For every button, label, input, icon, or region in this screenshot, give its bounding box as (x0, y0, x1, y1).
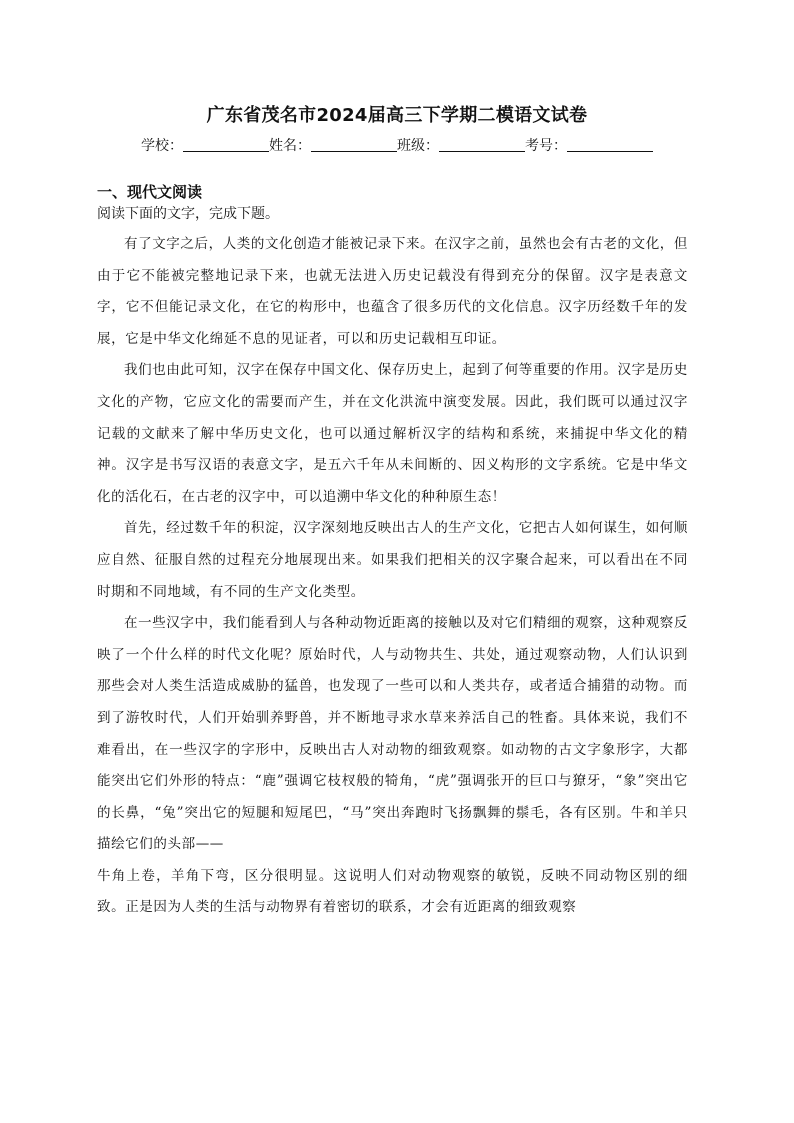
school-blank[interactable] (183, 135, 269, 152)
name-label: 姓名： (269, 138, 311, 154)
passage-paragraph: 我们也由此可知，汉字在保存中国文化、保存历史上，起到了何等重要的作用。汉字是历史文化的产物，它应文化的需要而产生，并在文化洪流中演变发展。因此，我们既可以通过汉字记载的文献来了解中华历史文化，也可以通过解析汉字的结构和系统，来捕捉中华文化的精神。汉字是书写汉语的表意文字，是五六千年从未间断的、因义构形的文字系统。它是中华文化的活化石，在古老的汉字中，可以追溯中华文化的种种原生态！ (97, 362, 688, 505)
reading-passage (97, 229, 688, 924)
class-blank[interactable] (439, 135, 525, 152)
reading-instruction: 阅读下面的文字，完成下题。 (97, 206, 279, 222)
name-blank[interactable] (311, 135, 397, 152)
school-label: 学校： (141, 138, 183, 154)
class-label: 班级： (397, 138, 439, 154)
number-label: 考号： (525, 138, 567, 154)
number-blank[interactable] (567, 135, 653, 152)
passage-paragraph: 有了文字之后，人类的文化创造才能被记录下来。在汉字之前，虽然也会有古老的文化，但由于它不能被完整地记录下来，也就无法进入历史记载没有得到充分的保留。汉字是表意文字，它不但能记录文化，在它的构形中，也蕴含了很多历代的文化信息。汉字历经数千年的发展，它是中华文化绵延不息的见证者，可以和历史记载相互印证。 (97, 236, 688, 347)
section-heading: 一、现代文阅读 (97, 183, 203, 201)
passage-paragraph: 牛角上卷，羊角下弯，区分很明显。这说明人们对动物观察的敏锐，反映不同动物区别的细致。正是因为人类的生活与动物界有着密切的联系，才会有近距离的细致观察 (97, 867, 688, 916)
student-info-line (0, 135, 794, 157)
exam-title: 广东省茂名市2024届高三下学期二模语文试卷 (206, 105, 588, 126)
passage-paragraph: 在一些汉字中，我们能看到人与各种动物近距离的接触以及对它们精细的观察，这种观察反映了一个什么样的时代文化呢？原始时代，人与动物共生、共处，通过观察动物，人们认识到那些会对人类生活造成威胁的猛兽，也发现了一些可以和人类共存，或者适合捕猎的动物。而到了游牧时代，人们开始驯养野兽，并不断地寻求水草来养活自己的牲畜。具体来说，我们不难看出，在一些汉字的字形中，反映出古人对动物的细致观察。如动物的古文字象形字，大都能突出它们外形的特点：“鹿”强调它枝杈般的犄角，“虎”强调张开的巨口与獠牙，“象”突出它的长鼻，“兔”突出它的短腿和短尾巴，“马”突出奔跑时飞扬飘舞的鬃毛，各有区别。牛和羊只描绘它们的头部—— (97, 615, 688, 853)
passage-paragraph: 首先，经过数千年的积淀，汉字深刻地反映出古人的生产文化，它把古人如何谋生，如何顺应自然、征服自然的过程充分地展现出来。如果我们把相关的汉字聚合起来，可以看出在不同时期和不同地域，有不同的生产文化类型。 (97, 520, 688, 600)
